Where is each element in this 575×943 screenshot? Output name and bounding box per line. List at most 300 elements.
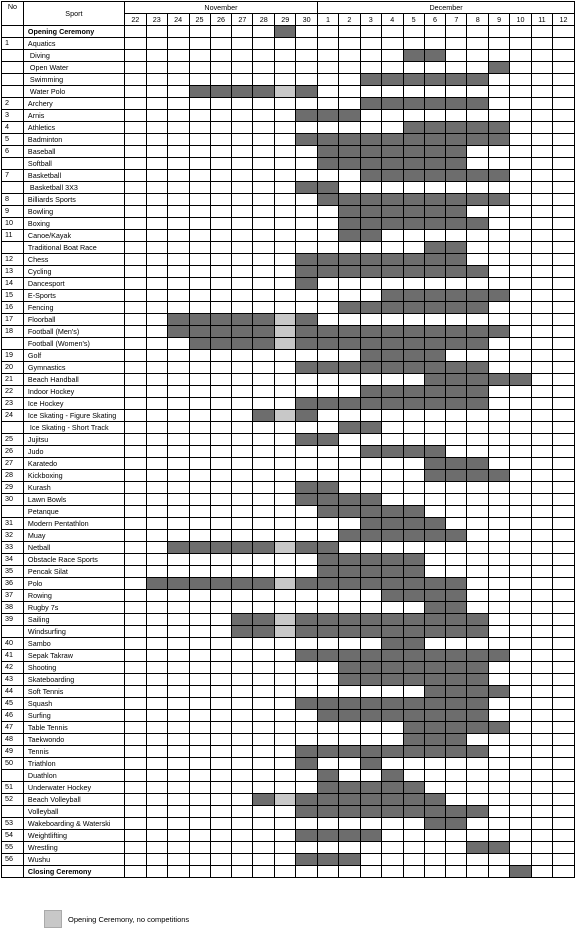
header-day: 28 xyxy=(253,14,275,26)
day-cell xyxy=(232,278,253,290)
day-cell xyxy=(532,566,553,578)
opening-day-cell xyxy=(275,338,296,350)
day-cell xyxy=(124,74,146,86)
legend-text: Opening Ceremony, no competitions xyxy=(68,914,190,924)
day-cell xyxy=(167,482,189,494)
day-cell xyxy=(403,374,424,386)
competition-day-cell xyxy=(318,710,339,722)
competition-day-cell xyxy=(210,338,232,350)
day-cell xyxy=(167,110,189,122)
competition-day-cell xyxy=(189,542,210,554)
day-cell xyxy=(510,326,532,338)
day-cell xyxy=(552,26,574,38)
day-cell xyxy=(446,86,467,98)
competition-day-cell xyxy=(489,686,510,698)
competition-day-cell xyxy=(253,314,275,326)
competition-day-cell xyxy=(403,530,424,542)
day-cell xyxy=(232,722,253,734)
day-cell xyxy=(532,278,553,290)
day-cell xyxy=(146,350,167,362)
sport-name: Badminton xyxy=(23,134,124,146)
day-cell xyxy=(489,866,510,878)
day-cell xyxy=(381,50,403,62)
sport-name: Karatedo xyxy=(23,458,124,470)
day-cell xyxy=(510,590,532,602)
day-cell xyxy=(124,554,146,566)
day-cell xyxy=(446,422,467,434)
day-cell xyxy=(424,482,446,494)
day-cell xyxy=(189,230,210,242)
competition-day-cell xyxy=(403,290,424,302)
row-number: 13 xyxy=(2,266,24,278)
day-cell xyxy=(510,626,532,638)
competition-day-cell xyxy=(338,194,360,206)
day-cell xyxy=(232,194,253,206)
day-cell xyxy=(552,470,574,482)
row-number: 18 xyxy=(2,326,24,338)
day-cell xyxy=(296,26,318,38)
competition-day-cell xyxy=(360,350,381,362)
day-cell xyxy=(275,374,296,386)
competition-day-cell xyxy=(318,566,339,578)
day-cell xyxy=(510,662,532,674)
day-cell xyxy=(146,446,167,458)
day-cell xyxy=(424,110,446,122)
day-cell xyxy=(318,314,339,326)
day-cell xyxy=(552,614,574,626)
row-number: 54 xyxy=(2,830,24,842)
competition-day-cell xyxy=(446,734,467,746)
day-cell xyxy=(403,830,424,842)
day-cell xyxy=(124,290,146,302)
competition-day-cell xyxy=(467,338,489,350)
day-cell xyxy=(318,686,339,698)
competition-day-cell xyxy=(424,242,446,254)
competition-day-cell xyxy=(446,722,467,734)
day-cell xyxy=(510,302,532,314)
sport-name: Opening Ceremony xyxy=(23,26,124,38)
day-cell xyxy=(189,638,210,650)
day-cell xyxy=(403,230,424,242)
day-cell xyxy=(403,422,424,434)
day-cell xyxy=(146,542,167,554)
day-cell xyxy=(446,506,467,518)
day-cell xyxy=(360,62,381,74)
schedule-row xyxy=(2,362,575,374)
day-cell xyxy=(318,170,339,182)
day-cell xyxy=(552,530,574,542)
competition-day-cell xyxy=(296,314,318,326)
competition-day-cell xyxy=(403,806,424,818)
day-cell xyxy=(489,746,510,758)
day-cell xyxy=(124,86,146,98)
day-cell xyxy=(232,830,253,842)
day-cell xyxy=(146,86,167,98)
day-cell xyxy=(146,50,167,62)
day-cell xyxy=(510,614,532,626)
competition-day-cell xyxy=(424,266,446,278)
competition-day-cell xyxy=(360,710,381,722)
schedule-row xyxy=(2,122,575,134)
competition-day-cell xyxy=(424,170,446,182)
header-sport: Sport xyxy=(23,2,124,26)
day-cell xyxy=(552,458,574,470)
row-number xyxy=(2,866,24,878)
day-cell xyxy=(489,146,510,158)
competition-day-cell xyxy=(338,422,360,434)
day-cell xyxy=(232,530,253,542)
competition-day-cell xyxy=(338,218,360,230)
day-cell xyxy=(167,158,189,170)
competition-day-cell xyxy=(467,98,489,110)
day-cell xyxy=(318,758,339,770)
day-cell xyxy=(253,818,275,830)
day-cell xyxy=(167,254,189,266)
day-cell xyxy=(124,830,146,842)
day-cell xyxy=(318,518,339,530)
day-cell xyxy=(467,818,489,830)
day-cell xyxy=(532,662,553,674)
day-cell xyxy=(467,86,489,98)
day-cell xyxy=(296,422,318,434)
competition-day-cell xyxy=(403,206,424,218)
day-cell xyxy=(124,758,146,770)
day-cell xyxy=(338,74,360,86)
day-cell xyxy=(510,734,532,746)
day-cell xyxy=(532,218,553,230)
day-cell xyxy=(253,470,275,482)
competition-day-cell xyxy=(360,662,381,674)
day-cell xyxy=(253,746,275,758)
day-cell xyxy=(275,302,296,314)
day-cell xyxy=(489,110,510,122)
schedule-row xyxy=(2,194,575,206)
day-cell xyxy=(552,446,574,458)
sport-name: Bowling xyxy=(23,206,124,218)
day-cell xyxy=(489,386,510,398)
day-cell xyxy=(167,122,189,134)
sport-name: Archery xyxy=(23,98,124,110)
day-cell xyxy=(124,158,146,170)
day-cell xyxy=(338,818,360,830)
day-cell xyxy=(510,782,532,794)
day-cell xyxy=(232,206,253,218)
day-cell xyxy=(167,758,189,770)
day-cell xyxy=(232,710,253,722)
row-number xyxy=(2,86,24,98)
day-cell xyxy=(318,206,339,218)
competition-day-cell xyxy=(318,770,339,782)
day-cell xyxy=(146,818,167,830)
day-cell xyxy=(275,770,296,782)
competition-day-cell xyxy=(338,134,360,146)
competition-day-cell xyxy=(360,338,381,350)
competition-day-cell xyxy=(424,350,446,362)
day-cell xyxy=(296,770,318,782)
schedule-row xyxy=(2,746,575,758)
day-cell xyxy=(146,734,167,746)
schedule-row xyxy=(2,422,575,434)
day-cell xyxy=(146,806,167,818)
day-cell xyxy=(532,734,553,746)
header-day: 22 xyxy=(124,14,146,26)
row-number: 17 xyxy=(2,314,24,326)
day-cell xyxy=(489,758,510,770)
day-cell xyxy=(532,710,553,722)
row-number xyxy=(2,50,24,62)
day-cell xyxy=(232,434,253,446)
day-cell xyxy=(167,470,189,482)
day-cell xyxy=(424,182,446,194)
competition-day-cell xyxy=(446,674,467,686)
day-cell xyxy=(124,122,146,134)
day-cell xyxy=(167,446,189,458)
day-cell xyxy=(275,62,296,74)
day-cell xyxy=(381,242,403,254)
day-cell xyxy=(403,494,424,506)
day-cell xyxy=(146,170,167,182)
competition-day-cell xyxy=(338,650,360,662)
sport-name: Modern Pentathlon xyxy=(23,518,124,530)
opening-day-cell xyxy=(275,626,296,638)
day-cell xyxy=(532,806,553,818)
day-cell xyxy=(510,422,532,434)
day-cell xyxy=(189,158,210,170)
day-cell xyxy=(318,530,339,542)
day-cell xyxy=(296,602,318,614)
row-number: 22 xyxy=(2,386,24,398)
competition-day-cell xyxy=(446,626,467,638)
competition-day-cell xyxy=(253,542,275,554)
schedule-row xyxy=(2,482,575,494)
day-cell xyxy=(532,638,553,650)
header-day: 27 xyxy=(232,14,253,26)
competition-day-cell xyxy=(210,542,232,554)
schedule-row xyxy=(2,38,575,50)
day-cell xyxy=(532,74,553,86)
day-cell xyxy=(296,146,318,158)
day-cell xyxy=(232,842,253,854)
day-cell xyxy=(146,782,167,794)
competition-day-cell xyxy=(467,626,489,638)
day-cell xyxy=(446,758,467,770)
row-number: 30 xyxy=(2,494,24,506)
competition-day-cell xyxy=(381,794,403,806)
day-cell xyxy=(146,866,167,878)
day-cell xyxy=(338,722,360,734)
day-cell xyxy=(189,686,210,698)
competition-day-cell xyxy=(446,194,467,206)
competition-day-cell xyxy=(338,554,360,566)
day-cell xyxy=(446,854,467,866)
day-cell xyxy=(360,842,381,854)
day-cell xyxy=(275,758,296,770)
day-cell xyxy=(232,290,253,302)
competition-day-cell xyxy=(446,98,467,110)
day-cell xyxy=(552,386,574,398)
day-cell xyxy=(253,866,275,878)
day-cell xyxy=(232,602,253,614)
day-cell xyxy=(210,782,232,794)
day-cell xyxy=(489,590,510,602)
schedule-row xyxy=(2,578,575,590)
competition-day-cell xyxy=(467,398,489,410)
day-cell xyxy=(510,542,532,554)
day-cell xyxy=(253,530,275,542)
day-cell xyxy=(167,746,189,758)
day-cell xyxy=(189,650,210,662)
day-cell xyxy=(510,854,532,866)
day-cell xyxy=(489,698,510,710)
day-cell xyxy=(275,746,296,758)
competition-day-cell xyxy=(446,578,467,590)
competition-day-cell xyxy=(360,386,381,398)
competition-day-cell xyxy=(189,326,210,338)
competition-day-cell xyxy=(424,626,446,638)
day-cell xyxy=(275,698,296,710)
header-day: 26 xyxy=(210,14,232,26)
day-cell xyxy=(210,482,232,494)
competition-day-cell xyxy=(296,542,318,554)
competition-day-cell xyxy=(318,650,339,662)
competition-day-cell xyxy=(467,746,489,758)
day-cell xyxy=(510,290,532,302)
day-cell xyxy=(124,782,146,794)
day-cell xyxy=(552,566,574,578)
day-cell xyxy=(189,110,210,122)
day-cell xyxy=(318,38,339,50)
day-cell xyxy=(124,734,146,746)
day-cell xyxy=(232,50,253,62)
competition-day-cell xyxy=(360,170,381,182)
day-cell xyxy=(338,122,360,134)
day-cell xyxy=(552,398,574,410)
day-cell xyxy=(338,98,360,110)
day-cell xyxy=(275,50,296,62)
schedule-row xyxy=(2,590,575,602)
day-cell xyxy=(338,38,360,50)
sport-name: Arnis xyxy=(23,110,124,122)
day-cell xyxy=(338,314,360,326)
day-cell xyxy=(124,446,146,458)
day-cell xyxy=(167,806,189,818)
day-cell xyxy=(296,470,318,482)
day-cell xyxy=(167,842,189,854)
day-cell xyxy=(532,758,553,770)
sport-name: Shooting xyxy=(23,662,124,674)
day-cell xyxy=(210,62,232,74)
schedule-row xyxy=(2,854,575,866)
day-cell xyxy=(296,122,318,134)
day-cell xyxy=(146,770,167,782)
day-cell xyxy=(360,818,381,830)
day-cell xyxy=(338,458,360,470)
day-cell xyxy=(296,206,318,218)
schedule-row xyxy=(2,302,575,314)
competition-day-cell xyxy=(403,662,424,674)
day-cell xyxy=(167,398,189,410)
row-number: 27 xyxy=(2,458,24,470)
day-cell xyxy=(232,482,253,494)
competition-day-cell xyxy=(446,662,467,674)
day-cell xyxy=(510,38,532,50)
day-cell xyxy=(167,830,189,842)
day-cell xyxy=(232,470,253,482)
day-cell xyxy=(360,110,381,122)
competition-day-cell xyxy=(424,614,446,626)
day-cell xyxy=(210,722,232,734)
row-number: 43 xyxy=(2,674,24,686)
competition-day-cell xyxy=(381,386,403,398)
competition-day-cell xyxy=(360,218,381,230)
day-cell xyxy=(189,386,210,398)
day-cell xyxy=(167,602,189,614)
competition-day-cell xyxy=(253,410,275,422)
day-cell xyxy=(275,422,296,434)
day-cell xyxy=(489,434,510,446)
day-cell xyxy=(489,350,510,362)
schedule-row xyxy=(2,434,575,446)
day-cell xyxy=(210,134,232,146)
competition-day-cell xyxy=(360,674,381,686)
sport-name: Billiards Sports xyxy=(23,194,124,206)
day-cell xyxy=(552,146,574,158)
schedule-row xyxy=(2,554,575,566)
day-cell xyxy=(467,158,489,170)
day-cell xyxy=(189,794,210,806)
day-cell xyxy=(189,482,210,494)
sport-name: Floorball xyxy=(23,314,124,326)
day-cell xyxy=(467,554,489,566)
day-cell xyxy=(403,542,424,554)
day-cell xyxy=(189,770,210,782)
header-day: 9 xyxy=(489,14,510,26)
day-cell xyxy=(146,98,167,110)
sport-name: Water Polo xyxy=(23,86,124,98)
day-cell xyxy=(146,650,167,662)
competition-day-cell xyxy=(318,746,339,758)
competition-day-cell xyxy=(318,146,339,158)
day-cell xyxy=(253,266,275,278)
competition-day-cell xyxy=(467,674,489,686)
day-cell xyxy=(446,50,467,62)
competition-day-cell xyxy=(446,74,467,86)
sport-name: Cycling xyxy=(23,266,124,278)
competition-day-cell xyxy=(360,782,381,794)
day-cell xyxy=(124,686,146,698)
row-number: 28 xyxy=(2,470,24,482)
day-cell xyxy=(275,686,296,698)
day-cell xyxy=(189,350,210,362)
day-cell xyxy=(532,542,553,554)
competition-day-cell xyxy=(296,86,318,98)
day-cell xyxy=(275,854,296,866)
day-cell xyxy=(467,314,489,326)
competition-day-cell xyxy=(446,698,467,710)
competition-day-cell xyxy=(403,554,424,566)
day-cell xyxy=(510,242,532,254)
day-cell xyxy=(296,566,318,578)
competition-day-cell xyxy=(424,650,446,662)
day-cell xyxy=(167,458,189,470)
competition-day-cell xyxy=(296,410,318,422)
day-cell xyxy=(403,854,424,866)
day-cell xyxy=(232,518,253,530)
day-cell xyxy=(296,218,318,230)
day-cell xyxy=(510,314,532,326)
day-cell xyxy=(275,722,296,734)
competition-day-cell xyxy=(318,782,339,794)
